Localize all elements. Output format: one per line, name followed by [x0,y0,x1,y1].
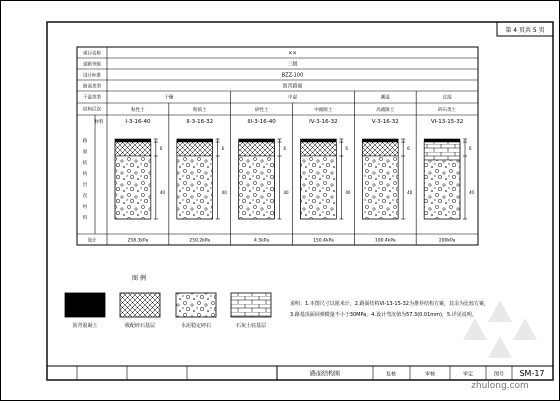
drawing-number: SM-17 [519,369,545,378]
soil-type-label: 高液限土 [376,108,395,113]
base-layer [301,142,337,156]
base-layer [239,142,275,156]
design-value: 100.4kPa [374,238,396,244]
soil-type-label: 粉质土 [193,108,207,113]
merged-value: BZZ-100 [281,72,304,79]
dry-wet-label: 中湿 [288,95,297,101]
dimension-label: 6 [283,146,287,151]
soil-type-label: 碎石类土 [438,108,457,113]
legend-title: 图 例 [132,275,146,282]
dimension-label: 40 [283,190,289,195]
row-label: 结构层次 [83,107,101,113]
row-label: 设计标准 [83,73,101,79]
structure-code: VI-13-15-32 [430,119,464,125]
legend-item-cement-gravel [176,293,216,329]
legend-item-asphalt [65,293,105,329]
merged-value: ×× [288,50,297,57]
page-label: 第 4 页共 5 页 [505,27,545,34]
dimension-label: 6 [159,146,163,151]
side-label-char: 次 [82,194,88,199]
checker-label: 复核 [385,371,397,378]
dimension-label: 6 [345,146,348,151]
approver-label: 审定 [462,371,474,378]
design-value: 250.2kPa [189,238,211,244]
asphalt-layer [177,139,213,142]
base-layer [362,142,398,156]
structure-code: IV-3-16-32 [309,119,338,125]
dimension-label: 6 [221,146,225,151]
dry-wet-label: 过湿 [442,95,452,101]
dry-wet-label: 潮湿 [380,95,390,101]
svg-text:级配碎石基层: 级配碎石基层 [124,323,156,329]
subbase-layer [301,156,337,219]
structure-code: I-3-16-40 [125,119,151,125]
base-layer [115,142,151,156]
design-value: 150.4kPa [313,238,334,244]
row-label: 道路等级 [83,62,101,68]
notes-line-1: 说明：1.本图尺寸以厘米计，2.路面结构VI-13-15-32为推荐结构方案，其余为比较方案， [290,301,489,307]
asphalt-layer [362,139,398,142]
structure-code: V-3-16-32 [371,119,399,125]
dimension-label: 6 [469,146,472,151]
lime-soil-layer [424,142,460,160]
asphalt-layer [115,139,151,142]
subbase-layer [239,156,275,219]
side-label-char: 料 [82,216,88,221]
dimension-label: 40 [159,190,165,195]
subbase-layer [177,156,213,219]
dry-wet-label: 干燥 [164,95,174,101]
subbase-layer [424,160,460,219]
notes-line-2: 3.路基顶面回弹模量不小于30MPa，4.设计弯沉值为57.3(0.01mm)，5.详见说明。 [290,312,477,318]
row-label-material: 材料 [94,120,104,125]
side-label-char: 路 [82,139,88,144]
asphalt-layer [424,139,460,142]
drawing-no-label: 图号 [493,371,505,378]
side-label-char: 构 [82,172,88,177]
row-label: 干湿类型 [83,95,101,101]
subbase-layer [362,156,398,219]
dimension-label: 6 [407,146,410,151]
soil-type-label: 砂性土 [254,108,269,113]
structure-code: III-3-16-40 [247,119,276,125]
row-label-design: 设计 [87,238,97,244]
dimension-label: 40 [221,190,227,195]
side-label-char: 面 [82,150,88,155]
base-layer [177,142,213,156]
design-value: 4.5kPa [254,238,270,244]
page-box [497,22,553,36]
reviewer-label: 审核 [424,371,436,378]
svg-text:沥青混凝土: 沥青混凝土 [72,323,98,329]
svg-text:石灰土底基层: 石灰土底基层 [235,323,267,329]
drawing-title: 路面结构图 [309,370,341,378]
asphalt-layer [301,139,337,142]
dimension-label: 40 [407,190,413,195]
title-block [47,366,553,380]
asphalt-layer [239,139,275,142]
row-label: 项目名称 [83,51,101,57]
notes [290,300,489,318]
subbase-layer [115,156,151,219]
merged-value: 三级 [287,61,298,68]
svg-text:水泥稳定碎石: 水泥稳定碎石 [180,323,212,329]
merged-value: 沥青路面 [282,83,303,90]
design-value: 200kPa [438,238,456,244]
side-label-char: 层 [82,183,88,188]
side-label-char: 结 [82,161,88,166]
row-label: 路面类型 [83,84,101,90]
dimension-label: 40 [345,190,351,195]
structure-table [77,47,478,245]
soil-type-label: 粘性土 [131,108,145,113]
design-value: 258.3kPa [127,238,149,244]
side-label-char: 材 [82,205,88,210]
legend-item-graded-gravel [120,293,160,329]
structure-code: II-3-16-32 [186,119,214,125]
soil-type-label: 中液限土 [314,108,333,113]
dimension-label: 40 [469,190,475,195]
legend-item-lime-soil [231,293,271,329]
legend [65,274,271,329]
watermark-text: zhulong.com [471,381,529,391]
